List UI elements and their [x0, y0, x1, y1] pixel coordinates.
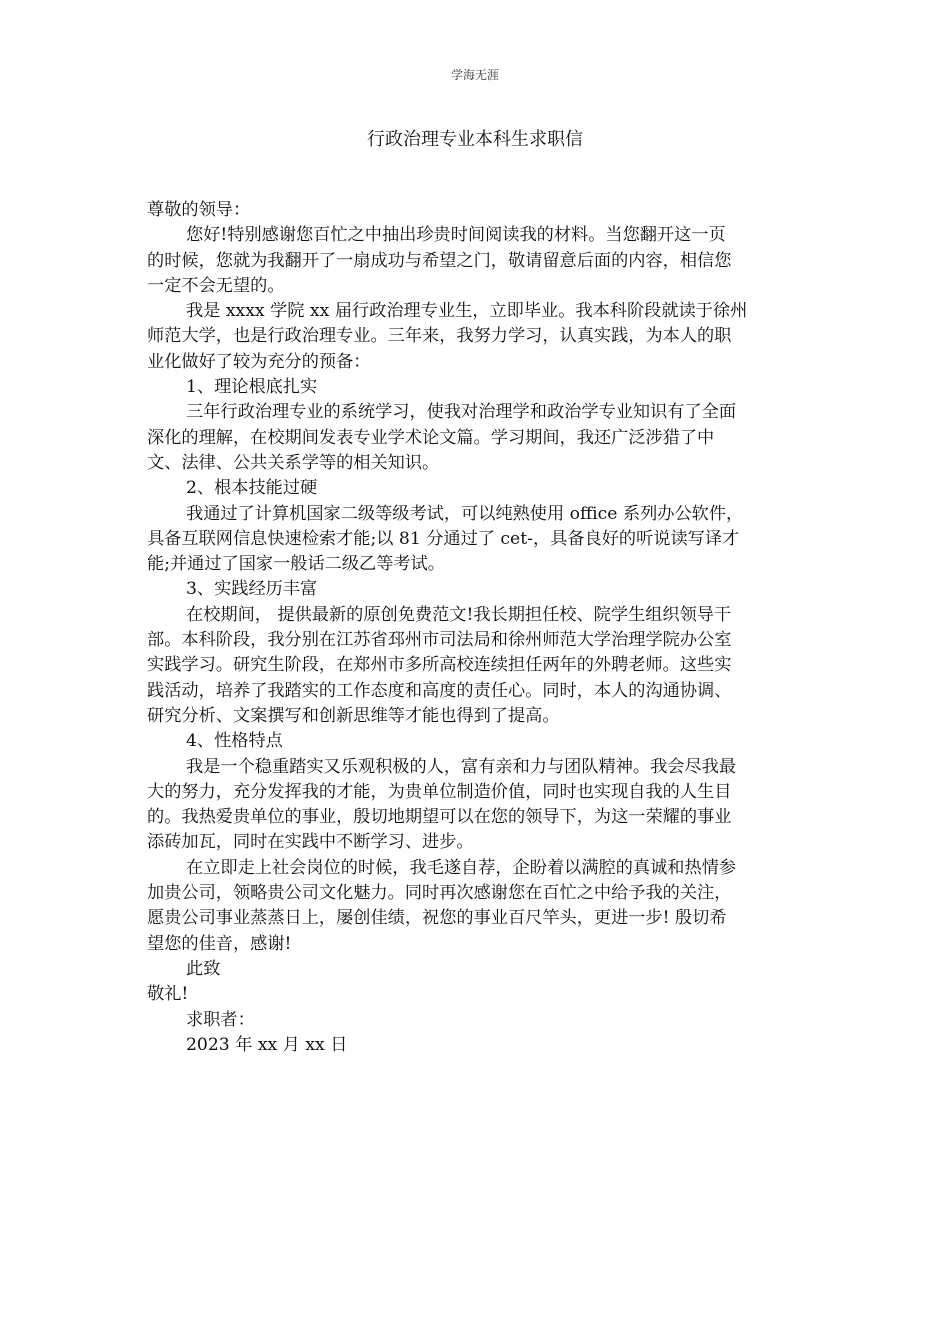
- letter-paragraph: [147, 375, 803, 400]
- letter-paragraph: [147, 1033, 803, 1058]
- paragraph-line: 三年行政治理专业的系统学习，使我对治理学和政治学专业知识有了全面: [186, 402, 737, 423]
- paragraph-line: 具备互联网信息快速检索才能;以 81 分通过了 cet-，具备良好的听说读写译才: [147, 528, 740, 549]
- letter-paragraph: [147, 729, 803, 754]
- paragraph-line: 我是 xxxx 学院 xx 届行政治理专业生，立即毕业。我本科阶段就读于徐州: [186, 301, 748, 322]
- document-title: 行政治理专业本科生求职信: [367, 129, 583, 150]
- paragraph-line: 文、法律、公共关系学等的相关知识。: [147, 452, 440, 473]
- letter-paragraph: [147, 223, 803, 299]
- paragraph-line: 您好!特别感谢您百忙之中抽出珍贵时间阅读我的材料。当您翻开这一页: [186, 225, 726, 246]
- paragraph-line: 在校期间， 提供最新的原创免费范文!我长期担任校、院学生组织领导干: [186, 604, 732, 625]
- paragraph-line: 加贵公司，领略贵公司文化魅力。同时再次感谢您在百忙之中给予我的关注，: [147, 883, 732, 904]
- letter-paragraph: [147, 577, 803, 602]
- paragraph-line: 的时候，您就为我翻开了一扇成功与希望之门，敬请留意后面的内容，相信您: [147, 250, 732, 271]
- paragraph-line: 此致: [186, 958, 221, 979]
- paragraph-line: 深化的理解，在校期间发表专业学术论文篇。学习期间，我还广泛涉猎了中: [147, 427, 715, 448]
- paragraph-line: 2、根本技能过硬: [186, 478, 318, 499]
- paragraph-line: 4、性格特点: [186, 731, 283, 752]
- paragraph-line: 研究分析、文案撰写和创新思维等才能也得到了提高。: [147, 705, 560, 726]
- letter-paragraphs: [147, 223, 803, 1058]
- letter-paragraph: [147, 982, 803, 1007]
- paragraph-line: 添砖加瓦，同时在实践中不断学习、进步。: [147, 832, 474, 853]
- letter-paragraph: [147, 476, 803, 501]
- letter-paragraph: [147, 400, 803, 476]
- paragraph-line: 业化做好了较为充分的预备：: [147, 351, 371, 372]
- paragraph-line: 的。我热爱贵单位的事业，殷切地期望可以在您的领导下，为这一荣耀的事业: [147, 807, 732, 828]
- paragraph-line: 大的努力，充分发挥我的才能，为贵单位制造价值，同时也实现自我的人生目: [147, 781, 732, 802]
- paragraph-line: 1、理论根底扎实: [186, 377, 318, 398]
- paragraph-line: 践活动，培养了我踏实的工作态度和高度的责任心。同时，本人的沟通协调、: [147, 680, 732, 701]
- paragraph-line: 能;并通过了国家一般话二级乙等考试。: [147, 554, 445, 575]
- paragraph-line: 2023 年 xx 月 xx 日: [186, 1034, 348, 1055]
- paragraph-line: 3、实践经历丰富: [186, 579, 318, 600]
- paragraph-line: 愿贵公司事业蒸蒸日上，屡创佳绩，祝您的事业百尺竿头，更进一步! 殷切希: [147, 908, 727, 929]
- letter-paragraph: [147, 603, 803, 729]
- paragraph-line: 敬礼!: [147, 984, 189, 1005]
- paragraph-line: 师范大学，也是行政治理专业。三年来，我努力学习，认真实践，为本人的职: [147, 326, 732, 347]
- paragraph-line: 求职者：: [186, 1009, 255, 1030]
- letter-body: [147, 198, 803, 1058]
- letter-paragraph: [147, 856, 803, 957]
- paragraph-line: 一定不会无望的。: [147, 275, 285, 296]
- paragraph-line: 在立即走上社会岗位的时候，我毛遂自荐，企盼着以满腔的真诚和热情参: [186, 857, 737, 878]
- letter-paragraph: [147, 755, 803, 856]
- paragraph-line: 望您的佳音，感谢!: [147, 933, 292, 954]
- letter-paragraph: [147, 1008, 803, 1033]
- letter-paragraph: [147, 957, 803, 982]
- paragraph-line: 我通过了计算机国家二级等级考试，可以纯熟使用 office 系列办公软件，: [186, 503, 744, 524]
- letter-paragraph: [147, 299, 803, 375]
- paragraph-line: 部。本科阶段，我分别在江苏省邳州市司法局和徐州师范大学治理学院办公室: [147, 630, 732, 651]
- letter-greeting: 尊敬的领导：: [147, 200, 251, 220]
- paragraph-line: 我是一个稳重踏实又乐观积极的人，富有亲和力与团队精神。我会尽我最: [186, 756, 737, 777]
- paragraph-line: 实践学习。研究生阶段，在郑州市多所高校连续担任两年的外聘老师。这些实: [147, 655, 732, 676]
- page-header-watermark: 学海无涯: [450, 68, 499, 82]
- letter-paragraph: [147, 502, 803, 578]
